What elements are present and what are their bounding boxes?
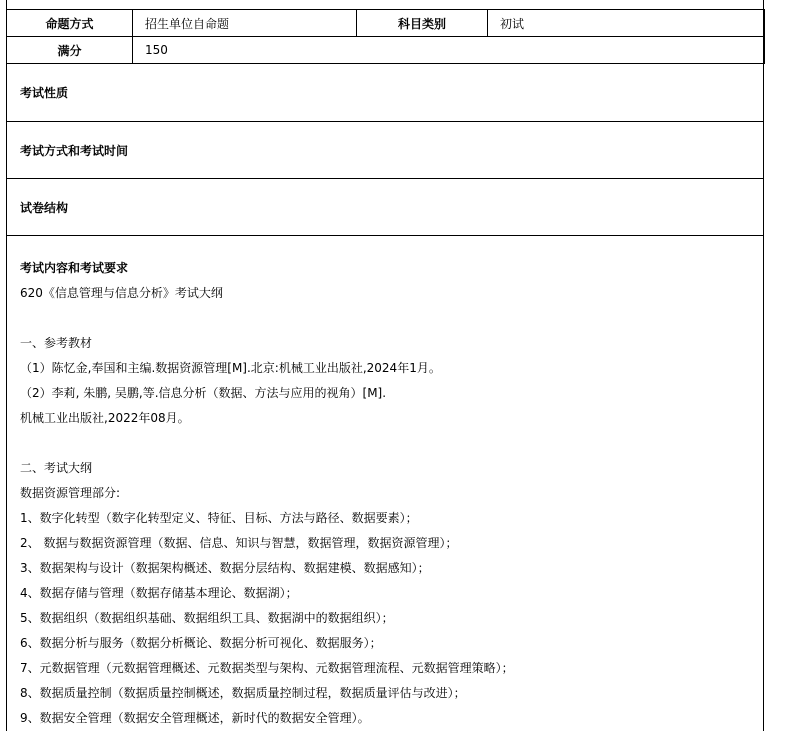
heading-exam-method-time: 考试方式和考试时间 (20, 144, 129, 158)
textbook-2-continued: 机械工业出版社,2022年08月。 (20, 411, 190, 425)
syllabus-item-9: 9、数据安全管理（数据安全管理概述，新时代的数据安全管理）。 (20, 711, 370, 725)
blank-line (20, 431, 750, 456)
syllabus-item-3: 3、数据架构与设计（数据架构概述、数据分层结构、数据建模、数据感知）； (20, 561, 430, 575)
label-full-score: 满分 (7, 37, 133, 64)
part-data-resource-management: 数据资源管理部分: (20, 486, 121, 500)
textbook-2: （2）李莉, 朱鹏, 吴鹏,等.信息分析（数据、方法与应用的视角）[M]. (20, 386, 387, 400)
syllabus-item-7: 7、元数据管理（元数据管理概述、元数据类型与架构、元数据管理流程、元数据管理策略）； (20, 661, 514, 675)
syllabus-item-2: 2、 数据与数据资源管理（数据、信息、知识与智慧，数据管理，数据资源管理）； (20, 536, 458, 550)
syllabus-item-1: 1、数字化转型（数字化转型定义、特征、目标、方法与路径、数据要素）； (20, 511, 418, 525)
value-subject-category: 初试 (488, 10, 765, 37)
heading-paper-structure: 试卷结构 (20, 201, 69, 215)
section-content-requirements (20, 256, 750, 731)
value-exam-method: 招生单位自命题 (133, 10, 357, 37)
subheading-syllabus: 二、考试大纲 (20, 461, 93, 475)
blank-line (20, 306, 750, 331)
section-paper-structure (7, 178, 763, 236)
syllabus-sheet (6, 0, 764, 731)
exam-meta-table (6, 9, 765, 64)
textbook-1: （1）陈忆金,奉国和主编.数据资源管理[M].北京:机械工业出版社,2024年1月。 (20, 361, 441, 375)
label-subject-category: 科目类别 (357, 10, 488, 37)
subheading-textbooks: 一、参考教材 (20, 336, 93, 350)
value-full-score: 150 (133, 37, 765, 64)
meta-row-method (7, 10, 765, 37)
section-exam-nature (7, 63, 763, 122)
syllabus-item-5: 5、数据组织（数据组织基础、数据组织工具、数据湖中的数据组织）； (20, 611, 394, 625)
syllabus-item-8: 8、数据质量控制（数据质量控制概述，数据质量控制过程，数据质量评估与改进）； (20, 686, 466, 700)
label-exam-method: 命题方式 (7, 10, 133, 37)
syllabus-item-4: 4、数据存储与管理（数据存储基本理论、数据湖）； (20, 586, 298, 600)
syllabus-title: 620《信息管理与信息分析》考试大纲 (20, 286, 223, 300)
syllabus-item-6: 6、数据分析与服务（数据分析概论、数据分析可视化、数据服务）； (20, 636, 382, 650)
meta-row-score (7, 37, 765, 64)
section-exam-method-time (7, 121, 763, 179)
heading-content-requirements: 考试内容和考试要求 (20, 261, 129, 275)
heading-exam-nature: 考试性质 (20, 86, 69, 100)
